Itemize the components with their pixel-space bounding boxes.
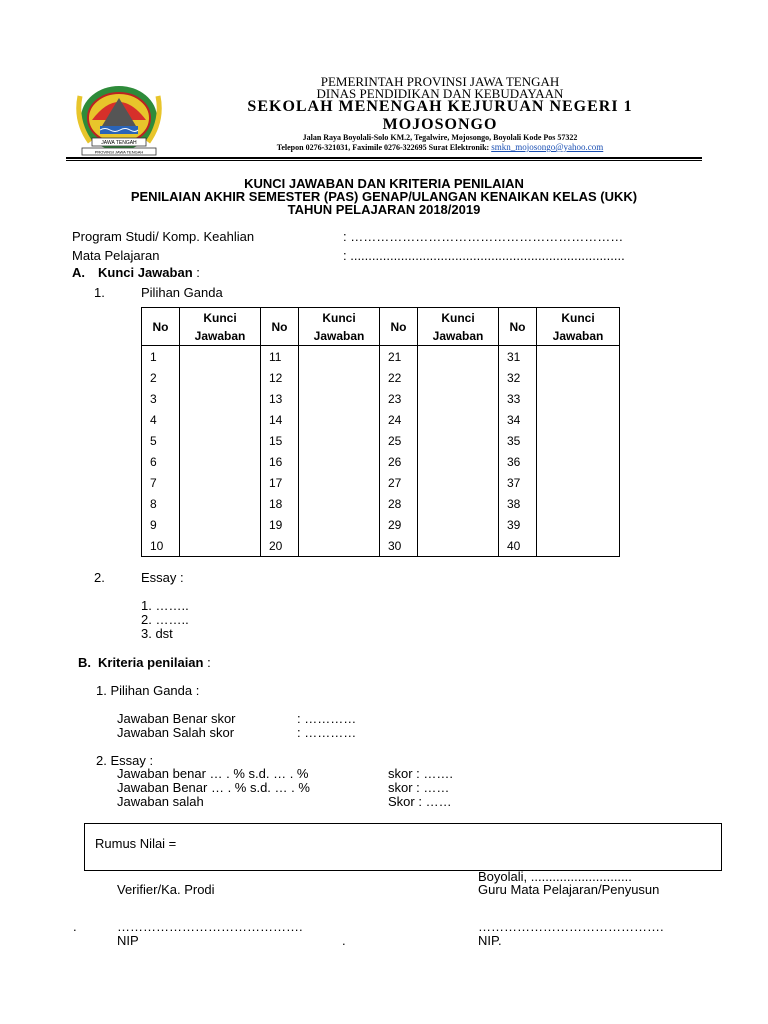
header-kunci-jawaban [299, 308, 380, 346]
benar-label: Jawaban Benar skor [117, 711, 236, 726]
answer-key-cell[interactable] [537, 514, 620, 535]
answer-key-cell[interactable] [418, 514, 499, 535]
table-row [142, 451, 620, 472]
answer-key-table [141, 307, 620, 557]
table-row [142, 472, 620, 493]
row-number-cell: 30 [380, 535, 418, 557]
row-number-cell: 6 [142, 451, 180, 472]
row-number-cell: 26 [380, 451, 418, 472]
answer-key-cell[interactable] [299, 388, 380, 409]
place-date: Boyolali, ............................ [478, 869, 632, 884]
row-number-cell: 3 [142, 388, 180, 409]
answer-key-cell[interactable] [537, 388, 620, 409]
header-kunci-jawaban [180, 308, 261, 346]
header-phone: Telepon 0276-321031, Faximile 0276-322695 Surat Elektronik: [276, 143, 490, 152]
section-b-title: Kriteria penilaian [98, 655, 204, 670]
answer-key-cell[interactable] [299, 346, 380, 368]
table-row [142, 388, 620, 409]
row-number-cell: 39 [499, 514, 537, 535]
item1-label: Pilihan Ganda [141, 285, 223, 300]
doc-title-3: TAHUN PELAJARAN 2018/2019 [287, 202, 481, 217]
header-word: Jawaban [194, 328, 246, 343]
row-number-cell: 32 [499, 367, 537, 388]
section-a-heading [98, 265, 200, 280]
row-number-cell: 31 [499, 346, 537, 368]
section-b-letter: B. [78, 655, 91, 670]
essay-row-score: Skor : …… [388, 794, 452, 809]
essay-row-label: Jawaban benar … . % s.d. … . % [117, 766, 309, 781]
essay-row-label: Jawaban salah [117, 794, 204, 809]
header-school-name: SEKOLAH MENENGAH KEJURUAN NEGERI 1 [247, 98, 633, 115]
essay-row-label: Jawaban Benar … . % s.d. … . % [117, 780, 310, 795]
rumus-nilai-label: Rumus Nilai = [95, 836, 177, 851]
answer-key-cell[interactable] [537, 430, 620, 451]
letterhead-rule-thick [66, 157, 702, 159]
answer-key-body [142, 346, 620, 557]
row-number-cell: 33 [499, 388, 537, 409]
benar-value: : ………… [297, 711, 357, 726]
answer-key-cell[interactable] [180, 388, 261, 409]
header-government: PEMERINTAH PROVINSI JAWA TENGAH [320, 74, 560, 89]
row-number-cell: 11 [261, 346, 299, 368]
header-word: Jawaban [432, 328, 484, 343]
answer-key-cell[interactable] [180, 346, 261, 368]
essay-row-score: skor : ……. [388, 766, 454, 781]
row-number-cell: 40 [499, 535, 537, 557]
table-row [142, 346, 620, 368]
section-a-letter: A. [72, 265, 85, 280]
mapel-value: : ............................................................................ [343, 248, 625, 263]
header-kunci-jawaban [418, 308, 499, 346]
rumus-nilai-box [84, 823, 722, 871]
stray-dot: . [342, 933, 346, 948]
row-number-cell: 10 [142, 535, 180, 557]
answer-key-cell[interactable] [418, 367, 499, 388]
row-number-cell: 5 [142, 430, 180, 451]
header-department: DINAS PENDIDIKAN DAN KEBUDAYAAN [316, 86, 564, 101]
answer-key-cell[interactable] [418, 493, 499, 514]
answer-key-cell[interactable] [537, 472, 620, 493]
logo-scroll-text: PROVINSI JAWA TENGAH [94, 149, 144, 155]
header-word: Kunci [203, 310, 237, 325]
answer-key-cell[interactable] [180, 472, 261, 493]
table-row [142, 514, 620, 535]
header-kunci-jawaban [537, 308, 620, 346]
header-word: Kunci [441, 310, 475, 325]
row-number-cell: 35 [499, 430, 537, 451]
row-number-cell: 28 [380, 493, 418, 514]
row-number-cell: 24 [380, 409, 418, 430]
program-value: : ……………………………………………………… [343, 229, 624, 244]
header-no: No [499, 308, 537, 346]
table-row [142, 535, 620, 557]
answer-key-cell[interactable] [299, 514, 380, 535]
mapel-label: Mata Pelajaran [72, 248, 160, 263]
row-number-cell: 38 [499, 493, 537, 514]
answer-key-cell[interactable] [299, 409, 380, 430]
answer-key-cell[interactable] [418, 388, 499, 409]
row-number-cell: 22 [380, 367, 418, 388]
item1-number: 1. [94, 285, 105, 300]
answer-key-cell[interactable] [180, 409, 261, 430]
teacher-nip: NIP. [478, 933, 502, 948]
header-contact [192, 142, 688, 152]
section-b-colon: : [203, 655, 211, 670]
answer-key-cell[interactable] [418, 430, 499, 451]
row-number-cell: 34 [499, 409, 537, 430]
verifier-role: Verifier/Ka. Prodi [117, 882, 215, 897]
teacher-role: Guru Mata Pelajaran/Penyusun [478, 882, 660, 897]
header-no: No [380, 308, 418, 346]
essay-row-score: skor : …… [388, 780, 450, 795]
header-no: No [142, 308, 180, 346]
row-number-cell: 12 [261, 367, 299, 388]
row-number-cell: 2 [142, 367, 180, 388]
answer-key-cell[interactable] [180, 514, 261, 535]
item2-label: Essay : [141, 570, 184, 585]
answer-key-cell[interactable] [418, 409, 499, 430]
answer-key-cell[interactable] [180, 535, 261, 557]
row-number-cell: 1 [142, 346, 180, 368]
doc-title-2: PENILAIAN AKHIR SEMESTER (PAS) GENAP/ULANGAN KENAIKAN KELAS (UKK) [130, 189, 638, 204]
essay-item: 2. …….. [141, 612, 189, 627]
row-number-cell: 7 [142, 472, 180, 493]
table-row [142, 493, 620, 514]
header-email-link[interactable]: smkn_mojosongo@yahoo.com [491, 142, 604, 152]
stray-dot: . [73, 919, 77, 934]
table-row [142, 367, 620, 388]
section-a-colon: : [192, 265, 200, 280]
row-number-cell: 14 [261, 409, 299, 430]
row-number-cell: 36 [499, 451, 537, 472]
row-number-cell: 4 [142, 409, 180, 430]
row-number-cell: 8 [142, 493, 180, 514]
answer-key-cell[interactable] [180, 493, 261, 514]
row-number-cell: 17 [261, 472, 299, 493]
essay-item: 1. …….. [141, 598, 189, 613]
row-number-cell: 20 [261, 535, 299, 557]
answer-key-cell[interactable] [537, 346, 620, 368]
answer-key-cell[interactable] [418, 535, 499, 557]
essay-criteria-label: 2. Essay : [96, 753, 154, 768]
table-row [142, 430, 620, 451]
answer-key-cell[interactable] [418, 472, 499, 493]
row-number-cell: 29 [380, 514, 418, 535]
program-label: Program Studi/ Komp. Keahlian [72, 229, 255, 244]
answer-key-cell[interactable] [537, 451, 620, 472]
answer-key-cell[interactable] [299, 430, 380, 451]
item2-number: 2. [94, 570, 105, 585]
section-a-title: Kunci Jawaban [98, 265, 193, 280]
salah-value: : ………… [297, 725, 357, 740]
provincial-emblem-logo [70, 76, 168, 158]
row-number-cell: 9 [142, 514, 180, 535]
answer-key-cell[interactable] [299, 451, 380, 472]
row-number-cell: 19 [261, 514, 299, 535]
row-number-cell: 21 [380, 346, 418, 368]
answer-key-cell[interactable] [537, 367, 620, 388]
header-word: Jawaban [552, 328, 604, 343]
verifier-signature-line: ……………………………………. [117, 919, 303, 934]
answer-key-cell[interactable] [180, 367, 261, 388]
table-row [142, 409, 620, 430]
header-word: Kunci [561, 310, 595, 325]
row-number-cell: 25 [380, 430, 418, 451]
answer-key-cell[interactable] [299, 535, 380, 557]
answer-key-cell[interactable] [537, 535, 620, 557]
doc-title-1: KUNCI JAWABAN DAN KRITERIA PENILAIAN [244, 176, 524, 191]
essay-item: 3. dst [141, 626, 173, 641]
header-address: Jalan Raya Boyolali-Solo KM.2, Tegalwire, Mojosongo, Boyolali Kode Pos 57322 [302, 133, 578, 142]
answer-key-cell[interactable] [418, 346, 499, 368]
answer-key-cell[interactable] [180, 451, 261, 472]
logo-ribbon-text: JAWA TENGAH [101, 140, 137, 146]
answer-key-cell[interactable] [299, 472, 380, 493]
verifier-nip: NIP [117, 933, 139, 948]
pg-criteria-label: 1. Pilihan Ganda : [96, 683, 200, 698]
row-number-cell: 23 [380, 388, 418, 409]
header-word: Jawaban [313, 328, 365, 343]
header-school-location: MOJOSONGO [382, 116, 498, 133]
teacher-signature-line: ……………………………………. [478, 919, 664, 934]
row-number-cell: 37 [499, 472, 537, 493]
answer-key-cell[interactable] [537, 409, 620, 430]
row-number-cell: 16 [261, 451, 299, 472]
row-number-cell: 27 [380, 472, 418, 493]
answer-key-cell[interactable] [299, 367, 380, 388]
salah-label: Jawaban Salah skor [117, 725, 235, 740]
row-number-cell: 15 [261, 430, 299, 451]
header-word: Kunci [322, 310, 356, 325]
row-number-cell: 13 [261, 388, 299, 409]
row-number-cell: 18 [261, 493, 299, 514]
section-b-heading [98, 655, 211, 670]
answer-key-cell[interactable] [299, 493, 380, 514]
header-no: No [261, 308, 299, 346]
answer-key-cell[interactable] [418, 451, 499, 472]
answer-key-cell[interactable] [180, 430, 261, 451]
letterhead-rule-thin [66, 160, 702, 161]
answer-key-cell[interactable] [537, 493, 620, 514]
